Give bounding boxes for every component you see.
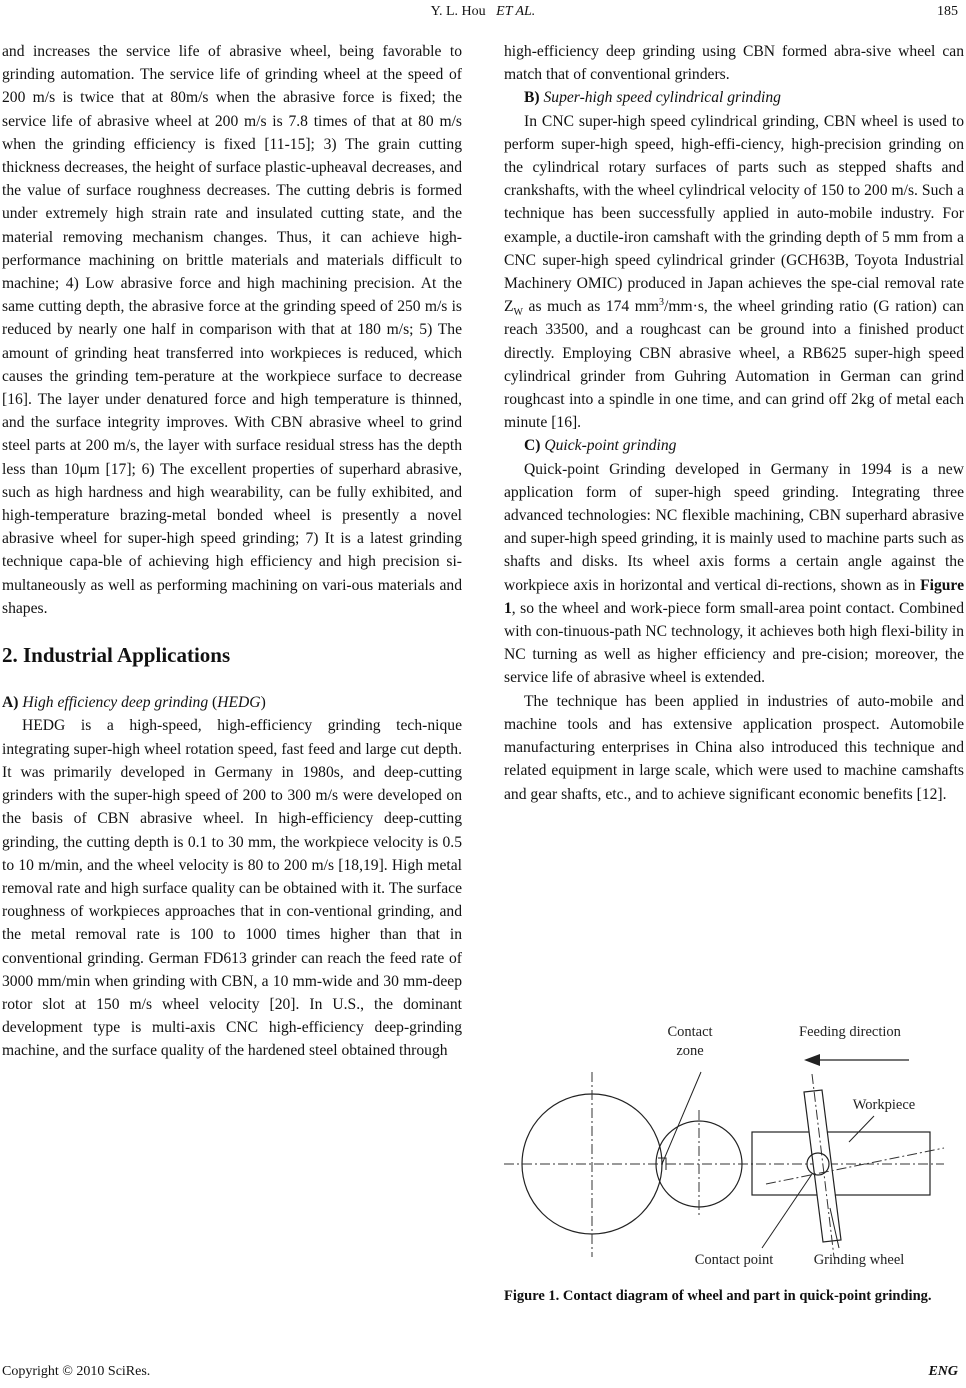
section-heading: 2. Industrial Applications xyxy=(2,643,231,668)
label-feeding-direction: Feeding direction xyxy=(799,1024,901,1040)
copyright-notice: Copyright © 2010 SciRes. xyxy=(2,1364,151,1379)
feed-arrow-head xyxy=(804,1054,820,1066)
subsection-a-heading xyxy=(2,691,462,714)
subscript-w: W xyxy=(513,307,523,319)
subsection-a-paren-open: ( xyxy=(208,694,218,712)
superscript-3: 3 xyxy=(659,297,665,309)
label-contact-zone-line1: Contact xyxy=(667,1024,713,1040)
workpiece-leader xyxy=(849,1116,874,1142)
page-header xyxy=(0,4,966,26)
subsection-c-letter: C) xyxy=(524,437,541,455)
cylindrical-text-c: /mm·s, the wheel grinding ratio (G ration) can reach 33500, and a roughcast can be ground into a finished product directly. Employing CBN abrasive wheel, a RB625 super-high speed cylindrical grinder from Guhring Automation in German can grind roughcast into a spindle in one time, and can grind off 2kg of metal each minute [16]. xyxy=(504,298,965,432)
contact-zone-leader xyxy=(662,1072,701,1164)
right-column xyxy=(504,40,964,806)
journal-abbreviation: ENG xyxy=(928,1364,958,1379)
label-contact-point: Contact point xyxy=(694,1252,774,1268)
subsection-a-letter: A) xyxy=(2,694,19,712)
subsection-b-title: Super-high speed cylindrical grinding xyxy=(543,89,781,107)
label-workpiece: Workpiece xyxy=(852,1097,916,1113)
subsection-b-letter: B) xyxy=(524,89,540,107)
contact-point-leader xyxy=(762,1174,812,1248)
cylindrical-text-b: as much as 174 mm xyxy=(522,298,660,316)
contact-diagram xyxy=(504,1012,964,1282)
cylindrical-grinding-paragraph xyxy=(504,110,964,435)
left-column xyxy=(2,40,462,1063)
running-head-author: Y. L. Hou xyxy=(430,4,486,19)
grinding-wheel-shape xyxy=(804,1090,841,1242)
right-paragraph-continuation: high-efficiency deep grinding using CBN formed abra-sive wheel can match that of conventional grinders. xyxy=(504,43,964,84)
applications-paragraph: The technique has been applied in industries of auto-mobile and machine tools and has extensive application prospect. Automobile manufacturing enterprises in China also introduced this technique and related equipment in large scale, which were used to machine camshafts and gear shafts, etc., and to achieve significant economic benefits [12]. xyxy=(504,692,964,803)
running-head xyxy=(0,4,966,20)
figure-caption: Figure 1. Contact diagram of wheel and part in quick-point grinding. xyxy=(504,1288,932,1304)
subsection-a-title: High efficiency deep grinding xyxy=(22,694,209,712)
subsection-a-paren-close: ) xyxy=(260,694,266,712)
left-paragraph-continuation: and increases the service life of abrasive wheel, being favorable to grinding automation. The service life of grinding wheel at the speed of 200 m/s is twice that at 80m/s when the abrasive force is fixed; the service life of abrasive wheel at 200 m/s is 7.8 times of that at 80 m/s when the grinding efficiency is fixed [11-15]; 3) The grain cutting thickness decreases, the height of surface plastic-upheaval decreases, and the value of surface roughness decreases. The cutting debris is formed under extremely high strain rate and insulated cutting state, and the material removing mechanism changes. Thus, it can achieve high-performance machining on brittle materials and materials difficult to machine; 4) Low abrasive force and high machining precision. At the same cutting depth, the abrasive force at the grinding speed of 250 m/s is reduced by nearly one half in comparison with that at 180 m/s; 5) The amount of grinding heat transferred into workpieces is reduced, which causes the grinding tem-perature at the workpiece surface to decrease [16]. The layer under denatured force and high temperature is thinned, and the surface integrity improves. With CBN abrasive wheel to grind steel parts at 200 m/s, the layer with surface residual stress has the depth less than 10μm [17]; 6) The excellent properties of superhard abrasive, such as high hardness and high wearability, can be fully exhibited, and high-temperature brazing-metal bonded wheel is presently a novel abrasive wheel for super-high speed grinding; 7) It is a latest grinding technique capa-ble of achieving high efficiency and high precision si-multaneously as well as performing machining on vari-ous materials and shapes. xyxy=(2,43,462,617)
subsection-b-heading xyxy=(504,86,964,109)
subsection-a-abbr: HEDG xyxy=(217,694,261,712)
figure-1 xyxy=(504,1012,964,1282)
quick-point-text-b: , so the wheel and work-piece form small-area point contact. Combined with con-tinuous-path NC technology, it achieves both high flexi-bility in NC turning as well as higher efficiency and pre-cision; moreover, the service life of abrasive wheel is extended. xyxy=(504,599,964,687)
quick-point-paragraph xyxy=(504,458,964,690)
quick-point-text-a: Quick-point Grinding developed in Germany in 1994 is a new application form of super-high speed grinding. Integrating three advanced technologies: NC flexible machining, CBN superhard abrasive and super-high speed grinding, it is mainly used to machine parts such as shafts and disks. Its wheel axis forms a certain angle against the workpiece axis in horizontal and vertical di-rections, shown as in xyxy=(504,460,964,594)
subsection-c-heading xyxy=(504,434,964,457)
label-grinding-wheel: Grinding wheel xyxy=(813,1252,905,1268)
figure-reference: Figure 1 xyxy=(504,576,964,617)
inclined-axis-line xyxy=(766,1148,944,1184)
hedg-paragraph: HEDG is a high-speed, high-efficiency grinding tech-nique integrating super-high wheel rotation speed, fast feed and large cut depth. It was primarily developed in Germany in 1980s, and deep-cutting grinders with the super-high speed of 200 to 300 m/s were developed on the basis of CBN abrasive wheel. In high-efficiency deep-cutting grinding, the cutting depth is 0.1 to 30 mm, the workpiece velocity is 0.5 to 10 m/min, and the wheel velocity is 80 to 200 m/s [18,19]. High metal removal rate and high surface quality can be obtained with it. The surface roughness of workpieces approaches that in con-ventional grinding, and the metal removal rate is 100 to 1000 times higher than that in conventional grinding. German FD613 grinder can reach the feed rate of 3000 mm/min when grinding with CBN, a 10 mm-wide and 30 mm-deep rotor slot at 150 m/s wheel velocity [20]. In U.S., the dominant development type is multi-axis CNC high-efficiency deep-grinding machine, and the surface quality of the hardened steel obtained through xyxy=(2,717,462,1060)
running-head-etal: ET AL. xyxy=(496,4,536,19)
label-contact-zone-line2: zone xyxy=(676,1043,704,1059)
cylindrical-text-a: In CNC super-high speed cylindrical grinding, CBN wheel is used to perform super-high speed, high-effi-ciency, high-precision grinding on the cylindrical rotary surfaces of parts such as stepped shafts and crankshafts, with the wheel cylindrical velocity of 150 to 200 m/s. Such a technique has been successfully applied in auto-mobile industry. For example, a ductile-iron camshaft with the grinding depth of 5 mm from a CNC super-high speed cylindrical grinder (GCH63B, Toyota Industrial Machinery OMIC) produced in Japan achieves the spe-cial removal rate Z xyxy=(504,112,964,316)
page-number: 185 xyxy=(937,4,958,19)
subsection-c-title: Quick-point grinding xyxy=(544,437,677,455)
